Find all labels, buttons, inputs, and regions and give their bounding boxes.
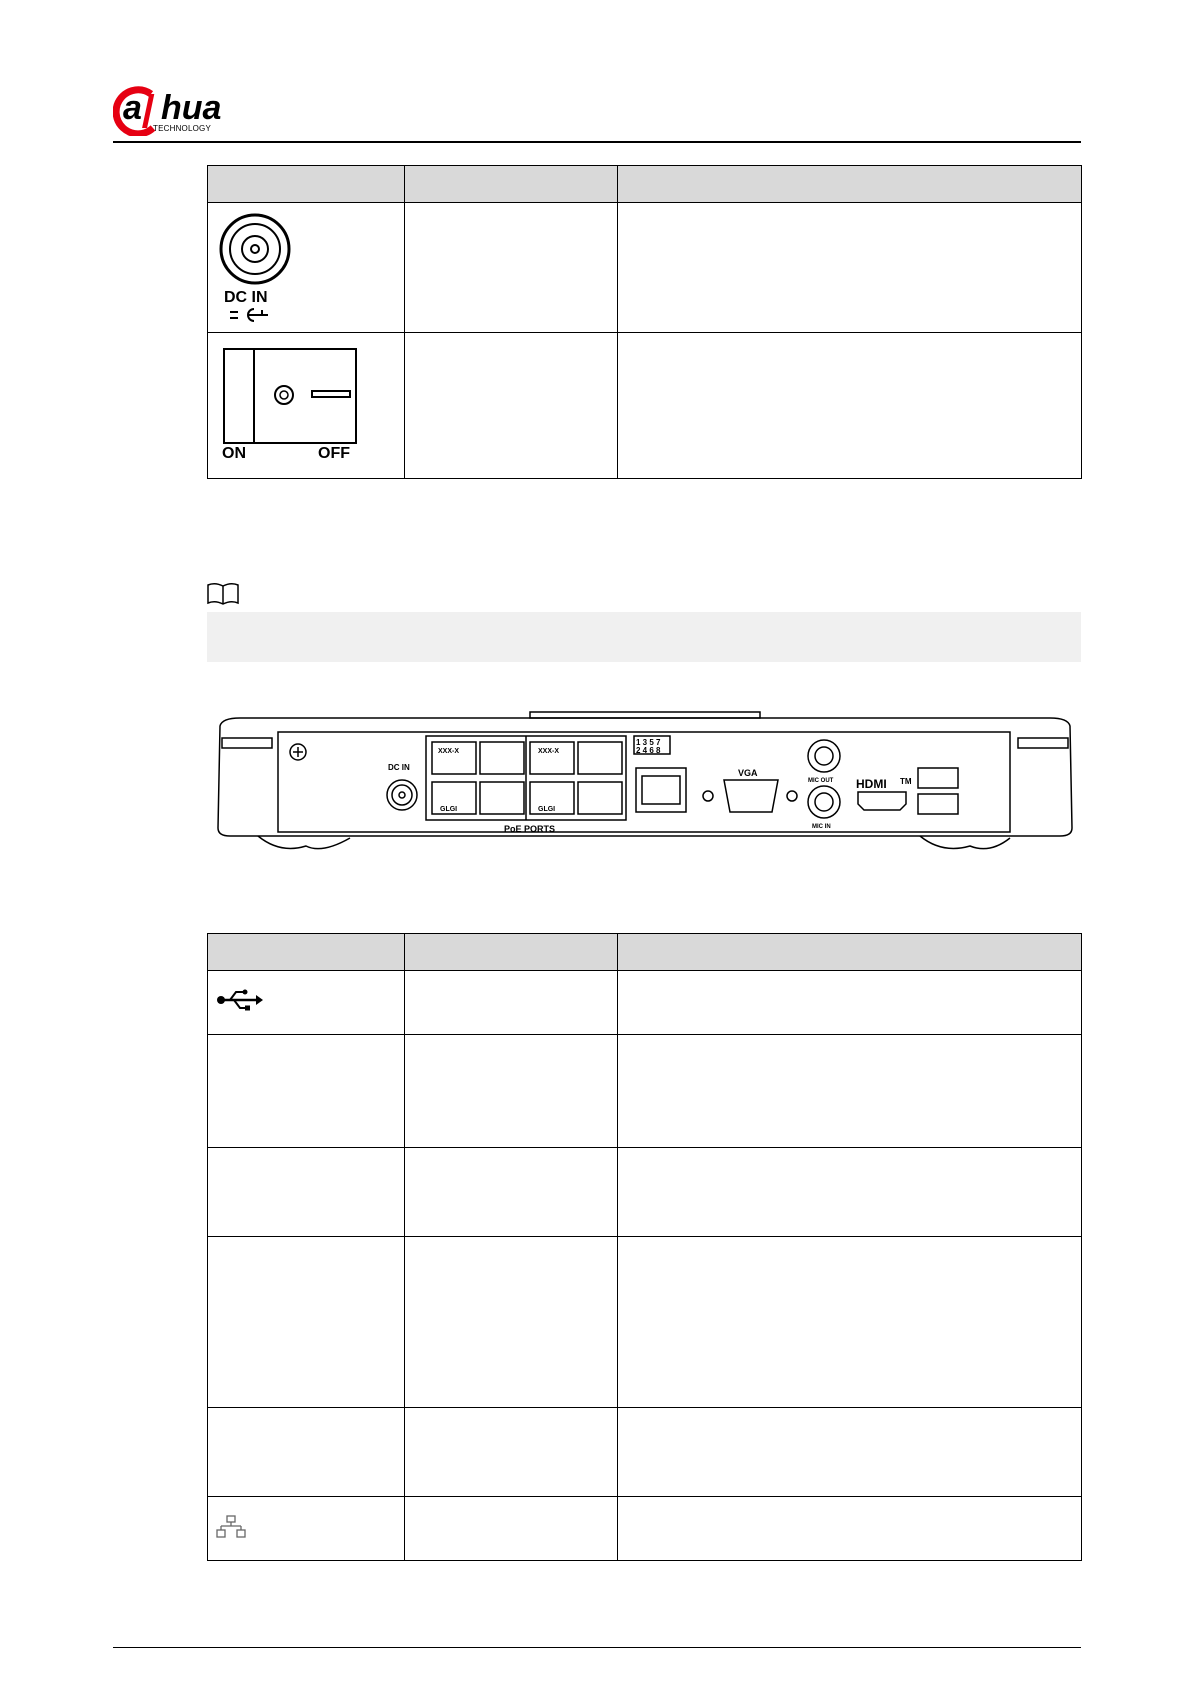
icon-cell [208, 1408, 405, 1497]
table-1-header-row [208, 166, 1082, 203]
function-cell [618, 1237, 1082, 1408]
table-row [208, 1497, 1082, 1561]
logo [113, 86, 273, 136]
svg-text:a: a [123, 89, 142, 127]
port-tag-2: XXX-X [538, 748, 560, 755]
table-2 [207, 933, 1082, 1561]
icon-cell [208, 1237, 405, 1408]
dc-in-jack-icon [215, 209, 295, 289]
table-1 [207, 165, 1082, 479]
name-cell [405, 1408, 618, 1497]
table-row [208, 333, 1082, 479]
poe-ports-text: PoE PORTS [504, 824, 556, 834]
name-cell [405, 1497, 618, 1561]
port-tag-4: GLGI [538, 806, 556, 813]
header-rule [113, 141, 1081, 143]
svg-text:hua: hua [161, 89, 222, 127]
hdmi-tm-text: TM [900, 777, 912, 786]
port-tag-1: XXX-X [438, 748, 460, 755]
table-row [208, 203, 1082, 333]
function-cell [618, 333, 1082, 479]
power-switch-icon [222, 347, 358, 445]
table-row [208, 1035, 1082, 1148]
name-cell [405, 1035, 618, 1148]
function-cell [618, 1408, 1082, 1497]
polarity-icon [228, 307, 272, 323]
usb-icon [216, 989, 264, 1011]
name-cell [405, 1237, 618, 1408]
table-row [208, 971, 1082, 1035]
dc-in-text: DC IN [388, 763, 410, 772]
hdmi-text: HDMI [856, 777, 887, 791]
table-row [208, 1237, 1082, 1408]
icon-cell [208, 971, 405, 1035]
table-row [208, 1408, 1082, 1497]
footer-rule [113, 1647, 1081, 1648]
icon-cell [208, 203, 405, 333]
name-cell [405, 333, 618, 479]
function-cell [618, 1035, 1082, 1148]
table-2-header-row [208, 934, 1082, 971]
function-cell [618, 203, 1082, 333]
function-cell [618, 1497, 1082, 1561]
off-label: OFF [318, 445, 350, 462]
icon-cell [208, 1148, 405, 1237]
icon-cell [208, 333, 405, 479]
icon-cell [208, 1497, 405, 1561]
header-cell [618, 166, 1082, 203]
header-cell [618, 934, 1082, 971]
dc-in-label: DC IN [224, 289, 268, 306]
network-icon [216, 1515, 246, 1539]
book-icon [205, 582, 241, 606]
note-box [207, 612, 1081, 662]
function-cell [618, 1148, 1082, 1237]
logo-subtitle: TECHNOLOGY [153, 124, 212, 133]
icon-cell [208, 1035, 405, 1148]
header-cell [405, 166, 618, 203]
led-numbers-top: 1 3 5 7 [636, 738, 661, 747]
name-cell [405, 971, 618, 1035]
name-cell [405, 1148, 618, 1237]
on-label: ON [222, 445, 246, 462]
header-cell [208, 934, 405, 971]
mic-in-text: MIC IN [812, 824, 831, 830]
rear-panel-diagram [210, 708, 1080, 868]
header-cell [405, 934, 618, 971]
function-cell [618, 971, 1082, 1035]
name-cell [405, 203, 618, 333]
vga-text: VGA [738, 768, 758, 778]
table-row [208, 1148, 1082, 1237]
mic-out-text: MIC OUT [808, 778, 834, 784]
port-tag-3: GLGI [440, 806, 458, 813]
led-numbers-bottom: 2 4 6 8 [636, 746, 661, 755]
header-cell [208, 166, 405, 203]
